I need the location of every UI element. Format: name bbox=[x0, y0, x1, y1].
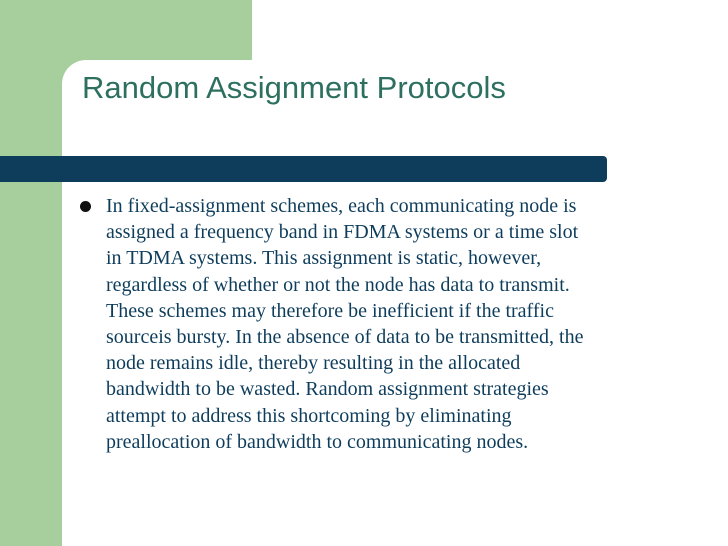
title-underline-bar bbox=[0, 156, 607, 182]
slide-title: Random Assignment Protocols bbox=[82, 70, 506, 105]
bullet-icon bbox=[80, 201, 91, 212]
bullet-text: In fixed-assignment schemes, each communicating node is assigned a frequency band in FDMA systems or a time slot in TDMA systems. This assignment is static, however, regardless of whether or not the node has data to transmit. These schemes may therefore be inefficient if the traffic sourceis bursty. In the absence of data to be transmitted, the node remains idle, thereby resulting in the allocated bandwidth to be wasted. Random assignment strategies attempt to address this shortcoming by eliminating preallocation of bandwidth to communicating nodes. bbox=[106, 195, 584, 453]
